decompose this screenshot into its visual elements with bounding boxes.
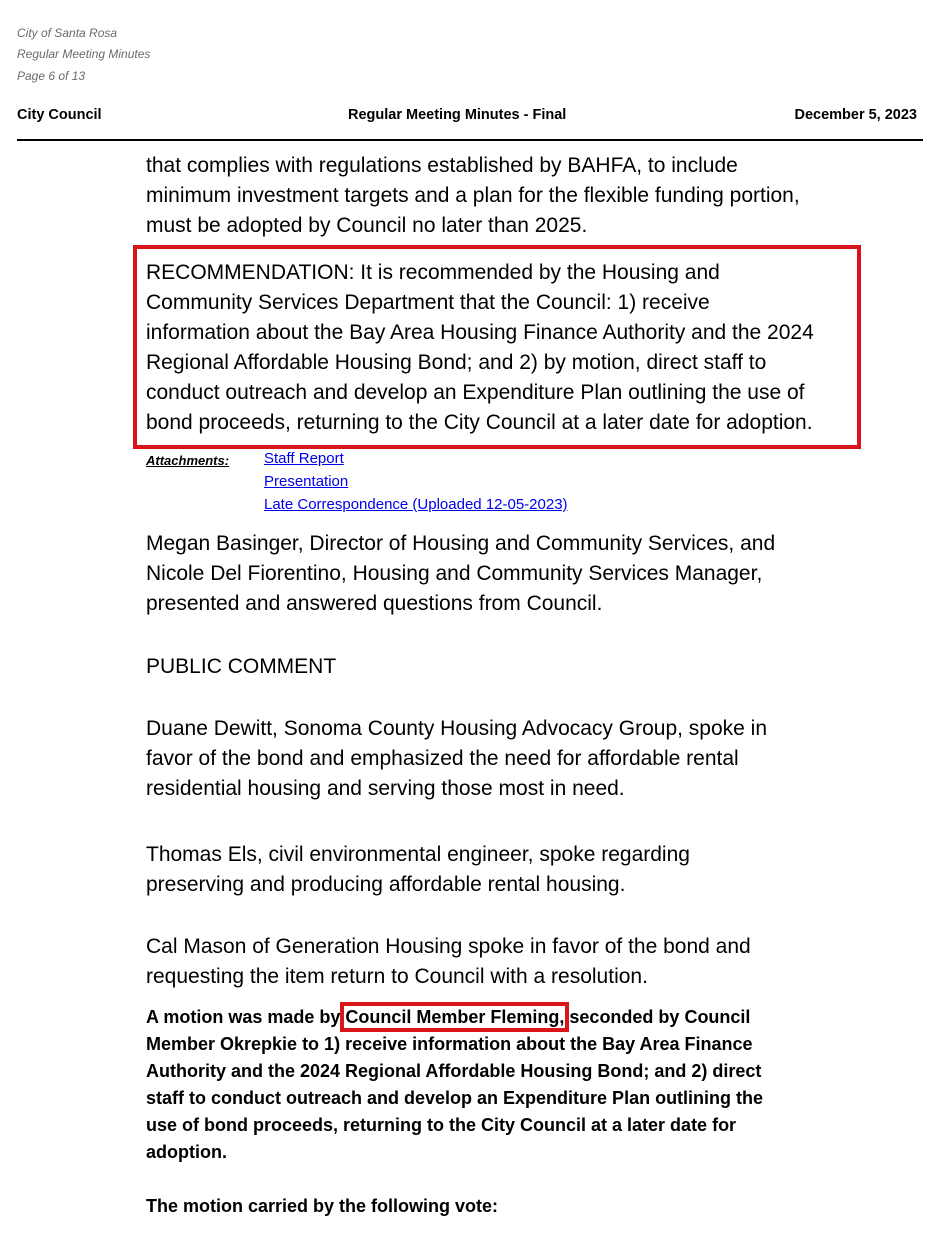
staff-report-link[interactable]: Staff Report <box>264 450 344 467</box>
motion-prefix: A motion was made by <box>146 1007 346 1027</box>
public-comment-heading: PUBLIC COMMENT <box>146 655 337 678</box>
motion-mover-highlight: Council Member Fleming, <box>345 1007 565 1027</box>
motion-line: use of bond proceeds, returning to the City Council at a later date for <box>146 1115 737 1135</box>
late-correspondence-link[interactable]: Late Correspondence (Uploaded 12-05-2023) <box>264 496 568 513</box>
motion-line: adoption. <box>146 1142 227 1162</box>
comment-line: requesting the item return to Council with a resolution. <box>146 965 648 988</box>
intro-line: minimum investment targets and a plan for the flexible funding portion, <box>146 184 800 207</box>
recommendation-line: Regional Affordable Housing Bond; and 2) by motion, direct staff to <box>146 351 767 374</box>
comment-els <box>146 840 866 900</box>
comment-line: Cal Mason of Generation Housing spoke in favor of the bond and <box>146 935 751 958</box>
presenters-line: presented and answered questions from Council. <box>146 592 603 615</box>
intro-paragraph <box>146 151 866 241</box>
comment-line: favor of the bond and emphasized the need for affordable rental <box>146 747 739 770</box>
recommendation-line: conduct outreach and develop an Expenditure Plan outlining the use of <box>146 381 805 404</box>
presenters-line: Nicole Del Fiorentino, Housing and Community Services Manager, <box>146 562 763 585</box>
header-right: December 5, 2023 <box>794 107 917 123</box>
motion-paragraph <box>146 1004 846 1166</box>
intro-line: that complies with regulations established by BAHFA, to include <box>146 154 738 177</box>
recommendation-line: bond proceeds, returning to the City Council at a later date for adoption. <box>146 411 813 434</box>
motion-line: Member Okrepkie to 1) receive information about the Bay Area Finance <box>146 1034 753 1054</box>
header-rule <box>17 139 923 141</box>
attachments-label: Attachments: <box>146 453 230 468</box>
comment-line: residential housing and serving those most in need. <box>146 777 625 800</box>
comment-line: preserving and producing affordable rental housing. <box>146 873 626 896</box>
recommendation-line: information about the Bay Area Housing Finance Authority and the 2024 <box>146 321 814 344</box>
header-left: City Council <box>17 107 102 123</box>
recommendation-line: RECOMMENDATION: It is recommended by the Housing and <box>146 261 720 284</box>
motion-vote: The motion carried by the following vote: <box>146 1196 499 1216</box>
recommendation-paragraph <box>146 258 866 438</box>
motion-suffix: seconded by Council <box>564 1007 751 1027</box>
motion-line: Authority and the 2024 Regional Affordable Housing Bond; and 2) direct <box>146 1061 762 1081</box>
presenters-line: Megan Basinger, Director of Housing and Community Services, and <box>146 532 776 555</box>
motion-line: staff to conduct outreach and develop an Expenditure Plan outlining the <box>146 1088 764 1108</box>
header-center: Regular Meeting Minutes - Final <box>348 107 567 123</box>
recommendation-line: Community Services Department that the Council: 1) receive <box>146 291 710 314</box>
comment-mason <box>146 932 866 992</box>
presentation-link[interactable]: Presentation <box>264 473 349 490</box>
meta-city: City of Santa Rosa <box>17 26 118 40</box>
comment-dewitt <box>146 714 866 804</box>
intro-line: must be adopted by Council no later than 2025. <box>146 214 588 237</box>
meta-page: Page 6 of 13 <box>17 69 86 83</box>
comment-line: Duane Dewitt, Sonoma County Housing Advocacy Group, spoke in <box>146 717 768 740</box>
presenters-paragraph <box>146 529 866 619</box>
meta-doc: Regular Meeting Minutes <box>17 47 151 61</box>
comment-line: Thomas Els, civil environmental engineer, spoke regarding <box>146 843 690 866</box>
motion-first-line <box>146 1004 846 1031</box>
